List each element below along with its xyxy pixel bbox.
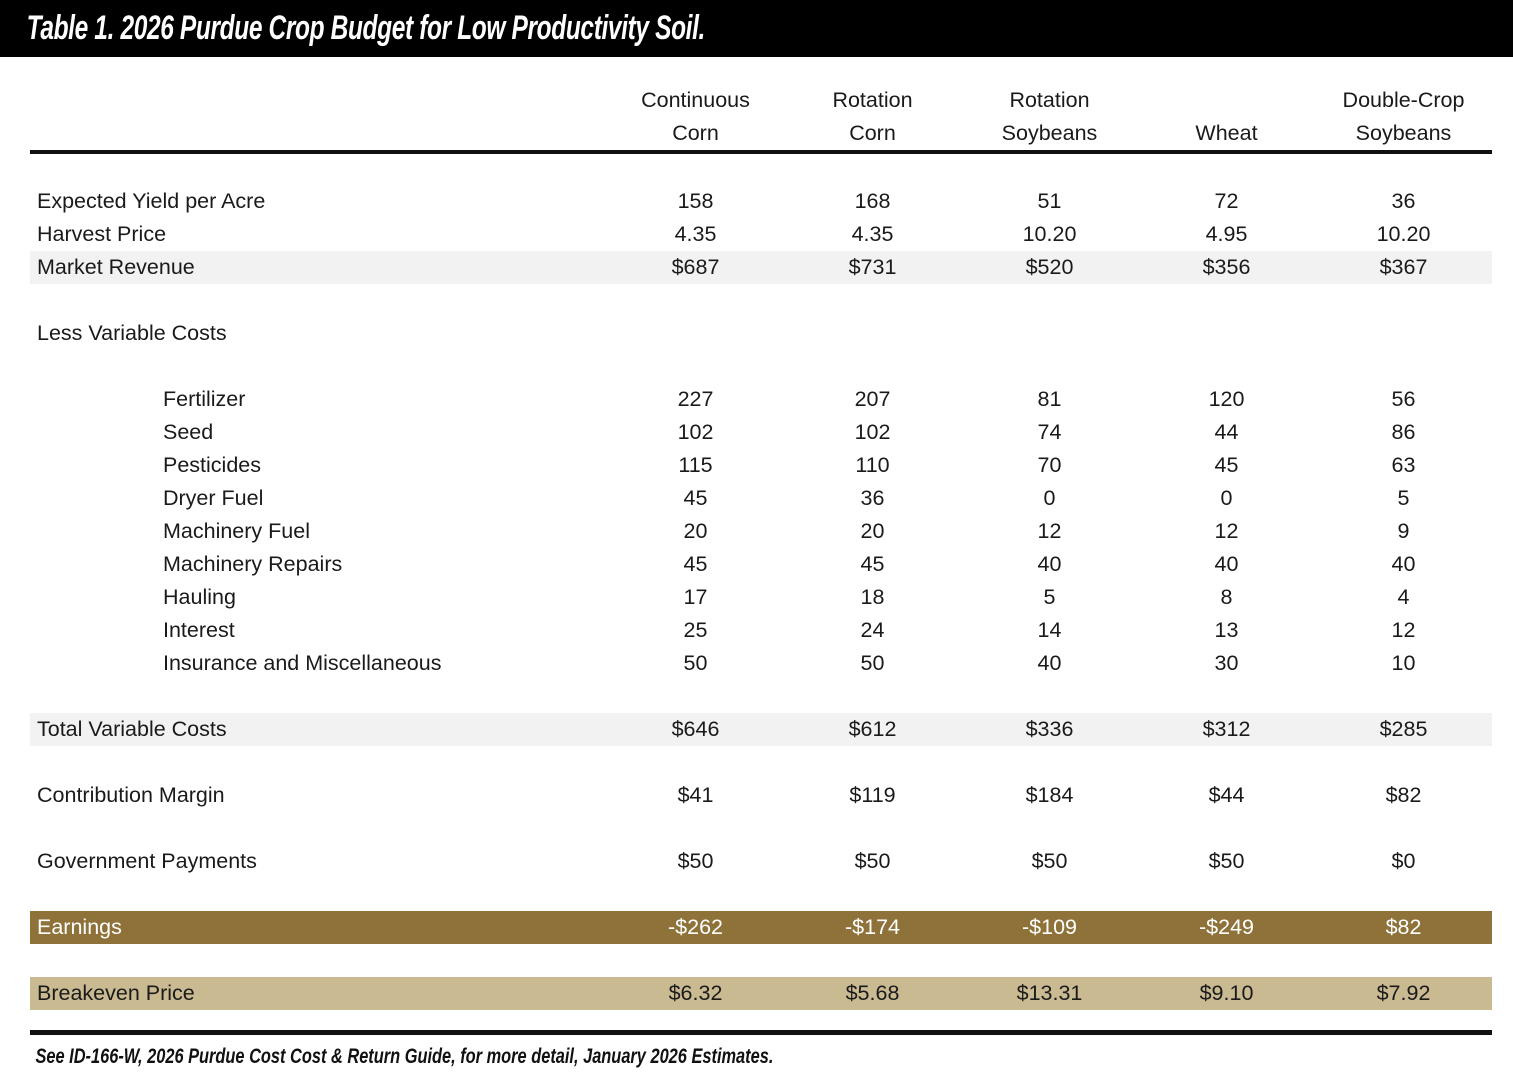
cell-value: 50 [860,651,885,675]
cell-value: $6.32 [668,981,723,1005]
row-label: Insurance and Miscellaneous [163,651,442,675]
table-row [30,449,1492,482]
cell-value: 20 [860,519,885,543]
cell-value: $50 [1031,849,1068,873]
cell-value: 45 [1214,453,1239,477]
cell-value: 115 [678,453,713,477]
cell-value: $50 [1208,849,1245,873]
table-row [30,614,1492,647]
table-row [30,185,1492,218]
source-note [30,1045,1513,1069]
cell-value: 40 [1391,552,1416,576]
table-row [30,383,1492,416]
cell-value: 10 [1391,651,1416,675]
table-row [30,251,1492,284]
cell-value: $50 [677,849,714,873]
cell-value: 10.20 [1022,222,1077,246]
cell-value: 63 [1391,453,1416,477]
row-label: Total Variable Costs [37,717,227,741]
cell-value: 158 [677,189,714,213]
row-label: Fertilizer [163,387,246,411]
cell-value: 168 [854,189,891,213]
cell-value: $50 [854,849,891,873]
row-label: Breakeven Price [37,981,195,1005]
table-row [30,581,1492,614]
cell-value: 8 [1220,585,1233,609]
cell-value: $312 [1202,717,1251,741]
cell-value: 30 [1214,651,1239,675]
cell-value: $336 [1025,717,1074,741]
table-row [30,482,1492,515]
cell-value: 50 [683,651,708,675]
cell-value: 4.35 [674,222,717,246]
table-rows [30,154,1492,1010]
cell-value: 120 [1208,387,1245,411]
row-label: Dryer Fuel [163,486,264,510]
column-header-continuous-corn: Continuous Corn [641,88,750,145]
cell-value: -$262 [668,915,723,939]
cell-value: 36 [1391,189,1416,213]
table-row [30,416,1492,449]
cell-value: 18 [860,585,885,609]
row-label: Machinery Fuel [163,519,310,543]
cell-value: 40 [1037,651,1062,675]
cell-value: 12 [1037,519,1062,543]
cell-value: $731 [848,255,897,279]
budget-table [30,57,1492,1035]
cell-value: $82 [1385,915,1422,939]
cell-value: 51 [1037,189,1062,213]
cell-value: $367 [1379,255,1428,279]
header-row [30,57,1492,150]
cell-value: 207 [854,387,891,411]
cell-value: $41 [677,783,714,807]
cell-value: 86 [1391,420,1416,444]
cell-value: 56 [1391,387,1416,411]
cell-value: $9.10 [1199,981,1254,1005]
cell-value: 12 [1391,618,1416,642]
row-label: Seed [163,420,214,444]
table-row [30,779,1492,812]
row-label: Machinery Repairs [163,552,343,576]
row-label: Less Variable Costs [37,321,227,345]
cell-value: 45 [683,552,708,576]
cell-value: -$249 [1199,915,1254,939]
cell-value: 13 [1214,618,1239,642]
cell-value: 70 [1037,453,1062,477]
cell-value: $612 [848,717,897,741]
cell-value: $184 [1025,783,1074,807]
cell-value: 4.95 [1205,222,1248,246]
cell-value: 0 [1220,486,1233,510]
cell-value: $520 [1025,255,1074,279]
row-label: Market Revenue [37,255,195,279]
title-bar [0,0,1513,57]
cell-value: 36 [860,486,885,510]
table-row [30,845,1492,878]
cell-value: 81 [1037,387,1062,411]
table-row [30,317,1492,350]
table-row [30,977,1492,1010]
cell-value: 25 [683,618,708,642]
column-header-double-crop-soybeans: Double-Crop Soybeans [1342,88,1465,145]
cell-value: $687 [671,255,720,279]
table-row [30,713,1492,746]
table-row [30,911,1492,944]
row-label: Expected Yield per Acre [37,189,266,213]
cell-value: 14 [1037,618,1062,642]
table-row [30,218,1492,251]
cell-value: 10.20 [1376,222,1431,246]
cell-value: 5 [1397,486,1410,510]
cell-value: $44 [1208,783,1245,807]
cell-value: 24 [860,618,885,642]
cell-value: 0 [1043,486,1056,510]
cell-value: $0 [1391,849,1416,873]
row-label-header [30,84,607,150]
cell-value: 20 [683,519,708,543]
cell-value: 72 [1214,189,1239,213]
cell-value: 102 [854,420,891,444]
cell-value: 102 [677,420,714,444]
row-label: Harvest Price [37,222,167,246]
cell-value: 40 [1214,552,1239,576]
cell-value: $646 [671,717,720,741]
table-row [30,515,1492,548]
cell-value: $13.31 [1016,981,1083,1005]
table-row [30,647,1492,680]
source-note-text: See ID-166-W, 2026 Purdue Cost Cost & Return Guide, for more detail, January 2026 Estimates. [35,1045,774,1068]
row-label: Contribution Margin [37,783,225,807]
cell-value: $7.92 [1376,981,1431,1005]
cell-value: 5 [1043,585,1056,609]
footer-rule [30,1030,1492,1035]
row-label: Earnings [37,915,122,939]
cell-value: -$174 [845,915,900,939]
cell-value: 12 [1214,519,1239,543]
column-header-rotation-soybeans: Rotation Soybeans [1001,88,1098,145]
cell-value: 74 [1037,420,1062,444]
row-label: Interest [163,618,235,642]
cell-value: 45 [683,486,708,510]
cell-value: 9 [1397,519,1410,543]
cell-value: $119 [849,783,896,807]
cell-value: $356 [1202,255,1251,279]
row-label: Hauling [163,585,236,609]
cell-value: 227 [677,387,714,411]
cell-value: 4.35 [851,222,894,246]
cell-value: $82 [1385,783,1422,807]
cell-value: 45 [860,552,885,576]
cell-value: 40 [1037,552,1062,576]
cell-value: -$109 [1022,915,1077,939]
table-row [30,548,1492,581]
cell-value: 110 [855,453,890,477]
cell-value: $285 [1379,717,1428,741]
cell-value: 44 [1214,420,1239,444]
cell-value: 4 [1397,585,1410,609]
row-label: Pesticides [163,453,261,477]
page-title: Table 1. 2026 Purdue Crop Budget for Low Productivity Soil. [26,9,705,47]
row-label: Government Payments [37,849,257,873]
cell-value: $5.68 [845,981,900,1005]
column-header-wheat: Wheat [1195,121,1258,145]
column-header-rotation-corn: Rotation Corn [832,88,913,145]
cell-value: 17 [683,585,708,609]
